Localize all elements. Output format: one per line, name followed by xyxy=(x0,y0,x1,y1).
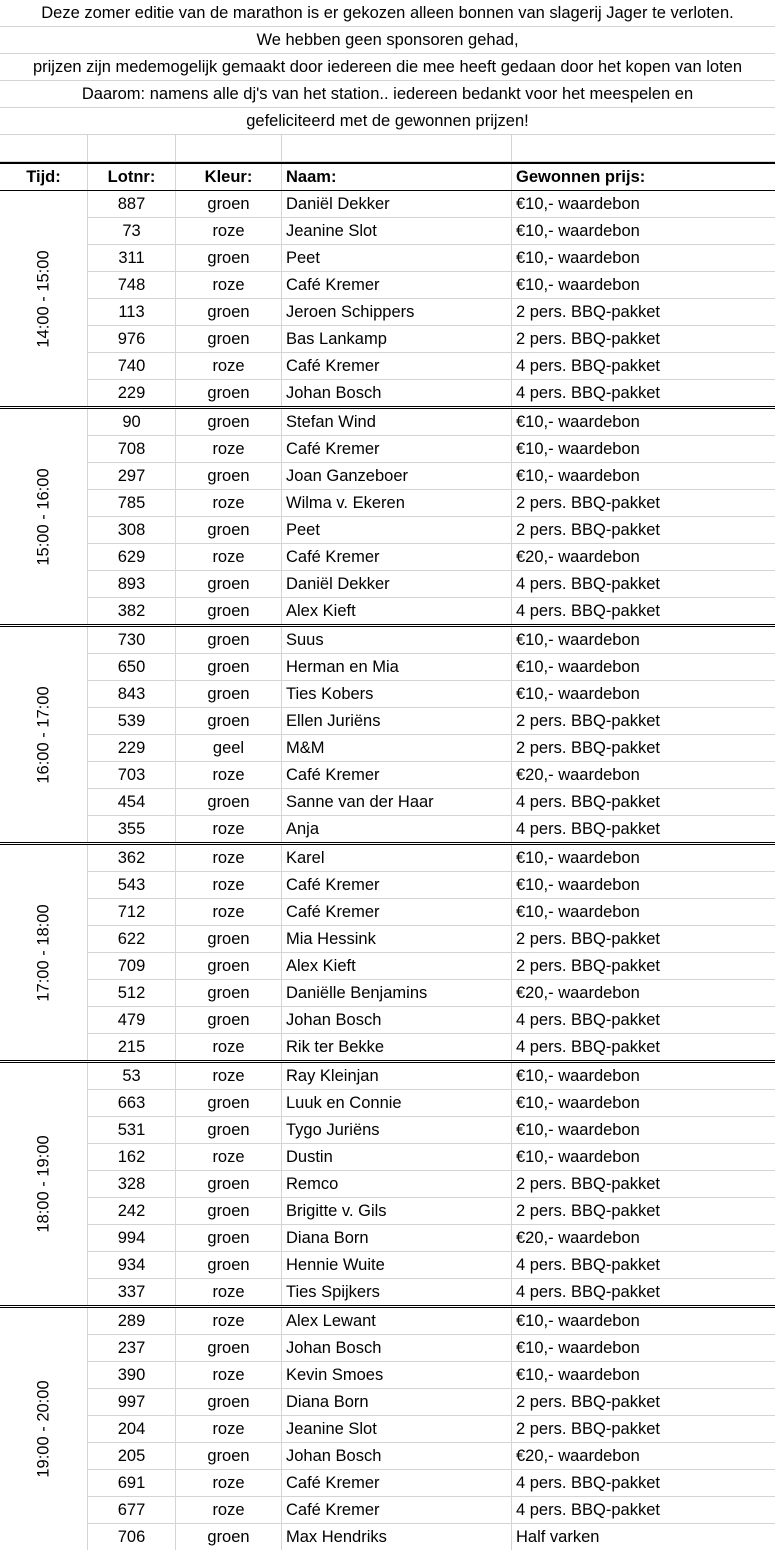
time-group xyxy=(0,191,775,409)
prize-cell: 2 pers. BBQ-pakket xyxy=(511,708,775,734)
name-cell: Jeanine Slot xyxy=(281,218,511,244)
table-row xyxy=(87,353,775,380)
group-time-label: 14:00 - 15:00 xyxy=(34,249,52,348)
name-cell: Café Kremer xyxy=(281,272,511,298)
lot-number-cell: 663 xyxy=(87,1090,175,1116)
table-row xyxy=(87,1389,775,1416)
table-row xyxy=(87,218,775,245)
group-time-cell xyxy=(0,627,87,842)
lot-number-cell: 887 xyxy=(87,191,175,217)
name-cell: Rik ter Bekke xyxy=(281,1034,511,1060)
table-row xyxy=(87,899,775,926)
lot-number-cell: 454 xyxy=(87,789,175,815)
prize-cell: €10,- waardebon xyxy=(511,463,775,489)
time-group xyxy=(0,1063,775,1308)
lot-number-cell: 229 xyxy=(87,380,175,406)
table-row xyxy=(87,1416,775,1443)
table-row xyxy=(87,845,775,872)
name-cell: Max Hendriks xyxy=(281,1524,511,1550)
lot-number-cell: 706 xyxy=(87,1524,175,1550)
prize-cell: €20,- waardebon xyxy=(511,1225,775,1251)
lot-number-cell: 205 xyxy=(87,1443,175,1469)
name-cell: Peet xyxy=(281,517,511,543)
name-cell: Alex Kieft xyxy=(281,598,511,624)
prize-cell: €10,- waardebon xyxy=(511,245,775,271)
table-row xyxy=(87,1470,775,1497)
color-cell: groen xyxy=(175,1335,281,1361)
table-row xyxy=(87,1117,775,1144)
table-row xyxy=(87,926,775,953)
color-cell: groen xyxy=(175,1117,281,1143)
lot-number-cell: 976 xyxy=(87,326,175,352)
table-row xyxy=(87,872,775,899)
group-time-label: 17:00 - 18:00 xyxy=(34,903,52,1002)
name-cell: Café Kremer xyxy=(281,544,511,570)
header-color: Kleur: xyxy=(175,164,281,190)
group-time-label: 15:00 - 16:00 xyxy=(34,467,52,566)
lot-number-cell: 708 xyxy=(87,436,175,462)
lot-number-cell: 712 xyxy=(87,899,175,925)
lot-number-cell: 650 xyxy=(87,654,175,680)
time-group xyxy=(0,845,775,1063)
header-prize: Gewonnen prijs: xyxy=(511,164,775,190)
name-cell: Café Kremer xyxy=(281,762,511,788)
lot-number-cell: 337 xyxy=(87,1279,175,1305)
lot-number-cell: 229 xyxy=(87,735,175,761)
name-cell: Café Kremer xyxy=(281,872,511,898)
color-cell: groen xyxy=(175,380,281,406)
lot-number-cell: 162 xyxy=(87,1144,175,1170)
header-name: Naam: xyxy=(281,164,511,190)
table-body xyxy=(0,191,775,1550)
lot-number-cell: 308 xyxy=(87,517,175,543)
table-row xyxy=(87,1524,775,1550)
table-row xyxy=(87,326,775,353)
prize-cell: €10,- waardebon xyxy=(511,272,775,298)
color-cell: groen xyxy=(175,654,281,680)
table-row xyxy=(87,490,775,517)
lot-number-cell: 73 xyxy=(87,218,175,244)
name-cell: Daniëlle Benjamins xyxy=(281,980,511,1006)
color-cell: roze xyxy=(175,436,281,462)
name-cell: Jeroen Schippers xyxy=(281,299,511,325)
color-cell: groen xyxy=(175,299,281,325)
color-cell: groen xyxy=(175,789,281,815)
name-cell: Dustin xyxy=(281,1144,511,1170)
color-cell: groen xyxy=(175,1443,281,1469)
color-cell: roze xyxy=(175,490,281,516)
name-cell: Ray Kleinjan xyxy=(281,1063,511,1089)
color-cell: roze xyxy=(175,1144,281,1170)
name-cell: Sanne van der Haar xyxy=(281,789,511,815)
name-cell: Johan Bosch xyxy=(281,1443,511,1469)
name-cell: Joan Ganzeboer xyxy=(281,463,511,489)
lot-number-cell: 691 xyxy=(87,1470,175,1496)
lot-number-cell: 709 xyxy=(87,953,175,979)
table-row xyxy=(87,463,775,490)
prize-cell: €10,- waardebon xyxy=(511,1117,775,1143)
prize-cell: €10,- waardebon xyxy=(511,1308,775,1334)
color-cell: groen xyxy=(175,463,281,489)
lot-number-cell: 997 xyxy=(87,1389,175,1415)
lot-number-cell: 622 xyxy=(87,926,175,952)
name-cell: Daniël Dekker xyxy=(281,191,511,217)
name-cell: Mia Hessink xyxy=(281,926,511,952)
prize-cell: €10,- waardebon xyxy=(511,654,775,680)
table-row xyxy=(87,571,775,598)
color-cell: roze xyxy=(175,1308,281,1334)
table-row xyxy=(87,436,775,463)
group-time-cell xyxy=(0,1308,87,1550)
name-cell: Café Kremer xyxy=(281,899,511,925)
table-row xyxy=(87,627,775,654)
color-cell: roze xyxy=(175,1416,281,1442)
name-cell: Jeanine Slot xyxy=(281,1416,511,1442)
lot-number-cell: 703 xyxy=(87,762,175,788)
lot-number-cell: 539 xyxy=(87,708,175,734)
table-row xyxy=(87,953,775,980)
lot-number-cell: 53 xyxy=(87,1063,175,1089)
name-cell: Ties Spijkers xyxy=(281,1279,511,1305)
table-row xyxy=(87,517,775,544)
lot-number-cell: 994 xyxy=(87,1225,175,1251)
table-row xyxy=(87,1335,775,1362)
table-row xyxy=(87,544,775,571)
prize-cell: €10,- waardebon xyxy=(511,218,775,244)
prize-cell: 4 pers. BBQ-pakket xyxy=(511,571,775,597)
color-cell: roze xyxy=(175,872,281,898)
intro-line: prijzen zijn medemogelijk gemaakt door iedereen die mee heeft gedaan door het kopen van loten xyxy=(0,54,775,81)
prize-cell: Half varken xyxy=(511,1524,775,1550)
table-row xyxy=(87,1308,775,1335)
color-cell: groen xyxy=(175,191,281,217)
name-cell: Café Kremer xyxy=(281,1497,511,1523)
color-cell: roze xyxy=(175,1470,281,1496)
group-time-label: 19:00 - 20:00 xyxy=(34,1380,52,1478)
prize-cell: 4 pers. BBQ-pakket xyxy=(511,1034,775,1060)
name-cell: Suus xyxy=(281,627,511,653)
prize-cell: €20,- waardebon xyxy=(511,1443,775,1469)
prize-cell: 2 pers. BBQ-pakket xyxy=(511,517,775,543)
color-cell: groen xyxy=(175,326,281,352)
prize-cell: 2 pers. BBQ-pakket xyxy=(511,1389,775,1415)
color-cell: roze xyxy=(175,544,281,570)
color-cell: groen xyxy=(175,1090,281,1116)
table-row xyxy=(87,1144,775,1171)
intro-line: gefeliciteerd met de gewonnen prijzen! xyxy=(0,108,775,135)
table-row xyxy=(87,681,775,708)
color-cell: roze xyxy=(175,218,281,244)
name-cell: Herman en Mia xyxy=(281,654,511,680)
name-cell: Bas Lankamp xyxy=(281,326,511,352)
color-cell: groen xyxy=(175,1007,281,1033)
lot-number-cell: 382 xyxy=(87,598,175,624)
prize-cell: €10,- waardebon xyxy=(511,436,775,462)
intro-line: We hebben geen sponsoren gehad, xyxy=(0,27,775,54)
prize-cell: €10,- waardebon xyxy=(511,1335,775,1361)
table-row xyxy=(87,1063,775,1090)
group-time-label: 16:00 - 17:00 xyxy=(34,685,52,784)
name-cell: Ties Kobers xyxy=(281,681,511,707)
prize-cell: 2 pers. BBQ-pakket xyxy=(511,1198,775,1224)
prize-cell: 2 pers. BBQ-pakket xyxy=(511,953,775,979)
lot-number-cell: 289 xyxy=(87,1308,175,1334)
lot-number-cell: 328 xyxy=(87,1171,175,1197)
prize-cell: €10,- waardebon xyxy=(511,1144,775,1170)
color-cell: groen xyxy=(175,953,281,979)
prize-cell: 4 pers. BBQ-pakket xyxy=(511,789,775,815)
color-cell: groen xyxy=(175,1171,281,1197)
color-cell: geel xyxy=(175,735,281,761)
table-row xyxy=(87,1252,775,1279)
color-cell: groen xyxy=(175,409,281,435)
table-row xyxy=(87,1443,775,1470)
name-cell: Stefan Wind xyxy=(281,409,511,435)
lot-number-cell: 677 xyxy=(87,1497,175,1523)
prize-cell: 2 pers. BBQ-pakket xyxy=(511,299,775,325)
table-row xyxy=(87,245,775,272)
table-row xyxy=(87,1171,775,1198)
color-cell: groen xyxy=(175,627,281,653)
table-row xyxy=(87,654,775,681)
prize-cell: 2 pers. BBQ-pakket xyxy=(511,1416,775,1442)
group-time-cell xyxy=(0,191,87,406)
table-row xyxy=(87,1225,775,1252)
color-cell: groen xyxy=(175,926,281,952)
lot-number-cell: 740 xyxy=(87,353,175,379)
table-row xyxy=(87,980,775,1007)
prize-cell: 4 pers. BBQ-pakket xyxy=(511,598,775,624)
lot-number-cell: 785 xyxy=(87,490,175,516)
table-row xyxy=(87,735,775,762)
name-cell: Ellen Juriëns xyxy=(281,708,511,734)
name-cell: Alex Lewant xyxy=(281,1308,511,1334)
color-cell: groen xyxy=(175,1198,281,1224)
lot-number-cell: 237 xyxy=(87,1335,175,1361)
lot-number-cell: 113 xyxy=(87,299,175,325)
prize-cell: €10,- waardebon xyxy=(511,899,775,925)
table-row xyxy=(87,762,775,789)
color-cell: roze xyxy=(175,1034,281,1060)
color-cell: roze xyxy=(175,816,281,842)
prize-cell: €10,- waardebon xyxy=(511,681,775,707)
name-cell: Wilma v. Ekeren xyxy=(281,490,511,516)
table-row xyxy=(87,1007,775,1034)
table-row xyxy=(87,409,775,436)
prize-cell: €10,- waardebon xyxy=(511,1063,775,1089)
header-lot: Lotnr: xyxy=(87,164,175,190)
name-cell: Hennie Wuite xyxy=(281,1252,511,1278)
color-cell: groen xyxy=(175,1225,281,1251)
lot-number-cell: 355 xyxy=(87,816,175,842)
lot-number-cell: 748 xyxy=(87,272,175,298)
name-cell: Brigitte v. Gils xyxy=(281,1198,511,1224)
prize-cell: €20,- waardebon xyxy=(511,762,775,788)
name-cell: Luuk en Connie xyxy=(281,1090,511,1116)
color-cell: groen xyxy=(175,681,281,707)
name-cell: Diana Born xyxy=(281,1225,511,1251)
prize-cell: €10,- waardebon xyxy=(511,1090,775,1116)
color-cell: groen xyxy=(175,1252,281,1278)
color-cell: groen xyxy=(175,708,281,734)
group-time-cell xyxy=(0,845,87,1060)
lot-number-cell: 90 xyxy=(87,409,175,435)
table-row xyxy=(87,1279,775,1305)
table-header xyxy=(0,162,775,191)
color-cell: groen xyxy=(175,517,281,543)
group-time-label: 18:00 - 19:00 xyxy=(34,1135,52,1233)
prize-cell: €10,- waardebon xyxy=(511,191,775,217)
name-cell: Peet xyxy=(281,245,511,271)
table-row xyxy=(87,299,775,326)
name-cell: Anja xyxy=(281,816,511,842)
table-row xyxy=(87,708,775,735)
table-row xyxy=(87,1362,775,1389)
color-cell: roze xyxy=(175,845,281,871)
lot-number-cell: 531 xyxy=(87,1117,175,1143)
lot-number-cell: 479 xyxy=(87,1007,175,1033)
prize-cell: 4 pers. BBQ-pakket xyxy=(511,353,775,379)
name-cell: Karel xyxy=(281,845,511,871)
prize-cell: €10,- waardebon xyxy=(511,1362,775,1388)
prize-cell: 4 pers. BBQ-pakket xyxy=(511,1252,775,1278)
name-cell: Johan Bosch xyxy=(281,1007,511,1033)
lot-number-cell: 893 xyxy=(87,571,175,597)
name-cell: Daniël Dekker xyxy=(281,571,511,597)
lot-number-cell: 934 xyxy=(87,1252,175,1278)
lot-number-cell: 543 xyxy=(87,872,175,898)
table-row xyxy=(87,816,775,842)
prize-cell: 2 pers. BBQ-pakket xyxy=(511,735,775,761)
name-cell: Tygo Juriëns xyxy=(281,1117,511,1143)
time-group xyxy=(0,409,775,627)
prize-cell: 4 pers. BBQ-pakket xyxy=(511,1497,775,1523)
name-cell: Café Kremer xyxy=(281,1470,511,1496)
name-cell: Johan Bosch xyxy=(281,380,511,406)
lot-number-cell: 297 xyxy=(87,463,175,489)
color-cell: groen xyxy=(175,980,281,1006)
group-time-cell xyxy=(0,1063,87,1305)
table-row xyxy=(87,191,775,218)
color-cell: roze xyxy=(175,762,281,788)
prize-cell: €20,- waardebon xyxy=(511,980,775,1006)
prize-cell: 2 pers. BBQ-pakket xyxy=(511,490,775,516)
lot-number-cell: 362 xyxy=(87,845,175,871)
lot-number-cell: 204 xyxy=(87,1416,175,1442)
color-cell: roze xyxy=(175,899,281,925)
color-cell: groen xyxy=(175,598,281,624)
color-cell: groen xyxy=(175,1524,281,1550)
prize-cell: €20,- waardebon xyxy=(511,544,775,570)
prize-cell: 4 pers. BBQ-pakket xyxy=(511,1279,775,1305)
prize-cell: 4 pers. BBQ-pakket xyxy=(511,380,775,406)
spacer-row xyxy=(0,135,775,162)
prize-cell: €10,- waardebon xyxy=(511,409,775,435)
name-cell: Café Kremer xyxy=(281,353,511,379)
name-cell: Diana Born xyxy=(281,1389,511,1415)
name-cell: Alex Kieft xyxy=(281,953,511,979)
table-row xyxy=(87,1090,775,1117)
table-row xyxy=(87,1034,775,1060)
prize-cell: 2 pers. BBQ-pakket xyxy=(511,926,775,952)
table-row xyxy=(87,272,775,299)
prize-cell: €10,- waardebon xyxy=(511,845,775,871)
prize-cell: 4 pers. BBQ-pakket xyxy=(511,1470,775,1496)
lot-number-cell: 512 xyxy=(87,980,175,1006)
color-cell: roze xyxy=(175,272,281,298)
name-cell: Café Kremer xyxy=(281,436,511,462)
lot-number-cell: 215 xyxy=(87,1034,175,1060)
color-cell: roze xyxy=(175,1279,281,1305)
table-row xyxy=(87,598,775,624)
name-cell: M&M xyxy=(281,735,511,761)
group-time-cell xyxy=(0,409,87,624)
color-cell: roze xyxy=(175,1497,281,1523)
color-cell: roze xyxy=(175,1063,281,1089)
prize-cell: 4 pers. BBQ-pakket xyxy=(511,1007,775,1033)
prize-cell: €10,- waardebon xyxy=(511,627,775,653)
color-cell: groen xyxy=(175,571,281,597)
intro-line: Daarom: namens alle dj's van het station.. iedereen bedankt voor het meespelen en xyxy=(0,81,775,108)
table-row xyxy=(87,1198,775,1225)
lot-number-cell: 242 xyxy=(87,1198,175,1224)
color-cell: groen xyxy=(175,1389,281,1415)
name-cell: Remco xyxy=(281,1171,511,1197)
header-time: Tijd: xyxy=(26,168,61,186)
lot-number-cell: 390 xyxy=(87,1362,175,1388)
prize-cell: €10,- waardebon xyxy=(511,872,775,898)
time-group xyxy=(0,627,775,845)
prize-cell: 2 pers. BBQ-pakket xyxy=(511,326,775,352)
lot-number-cell: 843 xyxy=(87,681,175,707)
intro-block xyxy=(0,0,775,135)
name-cell: Johan Bosch xyxy=(281,1335,511,1361)
table-row xyxy=(87,380,775,406)
table-row xyxy=(87,789,775,816)
name-cell: Kevin Smoes xyxy=(281,1362,511,1388)
color-cell: roze xyxy=(175,353,281,379)
lot-number-cell: 730 xyxy=(87,627,175,653)
prize-cell: 4 pers. BBQ-pakket xyxy=(511,816,775,842)
prize-cell: 2 pers. BBQ-pakket xyxy=(511,1171,775,1197)
lot-number-cell: 629 xyxy=(87,544,175,570)
intro-line: Deze zomer editie van de marathon is er gekozen alleen bonnen van slagerij Jager te verloten. xyxy=(0,0,775,27)
lot-number-cell: 311 xyxy=(87,245,175,271)
time-group xyxy=(0,1308,775,1550)
color-cell: groen xyxy=(175,245,281,271)
color-cell: roze xyxy=(175,1362,281,1388)
